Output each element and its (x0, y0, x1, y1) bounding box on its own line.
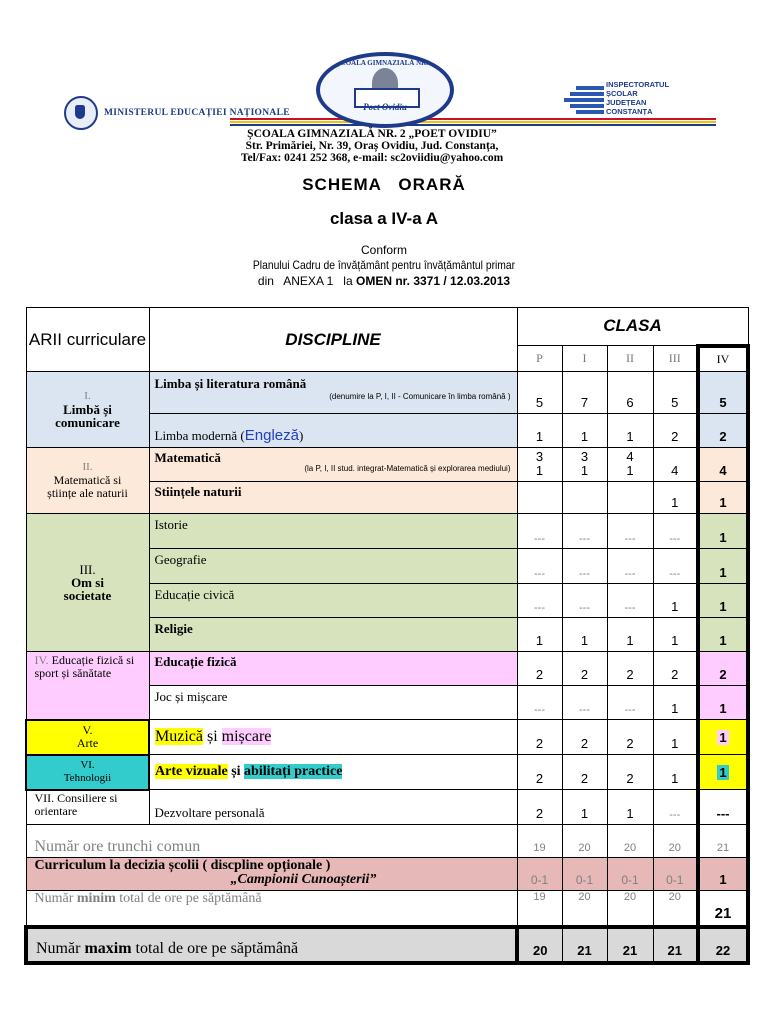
hours-cell-iv: 1 (698, 584, 748, 618)
annex-line (0, 274, 768, 288)
hours-cell: --- (562, 584, 607, 618)
hours-value: 4 (626, 449, 634, 464)
area-number: IV. (34, 653, 49, 667)
hours-cell: --- (517, 686, 562, 720)
discipline-dezvoltare: Dezvoltare personală (149, 790, 517, 825)
isj-line: JUDEȚEAN (606, 98, 647, 107)
hours-cell: --- (653, 790, 698, 825)
area-name: Consiliere si orientare (34, 790, 118, 818)
total-row (26, 825, 748, 858)
hours-cell: 1 (607, 618, 653, 652)
hours-cell-iv (698, 720, 748, 755)
area-number: VII. (34, 790, 55, 805)
hours-cell: 1 (653, 482, 698, 514)
hours-cell: 1 (517, 618, 562, 652)
hours-cell-iv: 2 (698, 652, 748, 686)
school-info (30, 128, 714, 164)
school-name: ȘCOALA GIMNAZIALĂ NR. 2 „POET OVIDIU” (247, 128, 497, 140)
label-part: total de ore pe săptămână (131, 939, 299, 957)
hours-cell-iv: 22 (698, 927, 748, 963)
table-row (26, 372, 748, 414)
hours-cell: --- (562, 549, 607, 584)
hours-value: 1 (719, 764, 727, 780)
header-discipline: DISCIPLINE (149, 308, 517, 372)
hours-cell: --- (653, 514, 698, 549)
discipline-religie: Religie (149, 618, 517, 652)
hours-cell: 20 (607, 891, 653, 927)
hours-cell: --- (517, 584, 562, 618)
hours-cell: 4 (653, 448, 698, 482)
hours-cell: --- (607, 549, 653, 584)
plan-text: Planului Cadru de învățământ pentru învățământul primar (252, 258, 516, 272)
hours-cell: 2 (653, 652, 698, 686)
hours-cell-iv: 1 (698, 858, 748, 891)
hours-cell (562, 448, 607, 482)
area-arte (26, 720, 149, 755)
table-row (26, 720, 748, 755)
area-number: III. (79, 562, 96, 577)
label-emphasis: maxim (84, 939, 132, 957)
annex-order: OMEN nr. 3371 / 12.03.2013 (355, 274, 511, 288)
ministry-name: MINISTERUL EDUCAȚIEI NAȚIONALE (104, 108, 290, 118)
area-number: V. (82, 723, 93, 737)
header-clasa: CLASA (517, 308, 748, 346)
seal-name: Poet Ovidiu (363, 102, 407, 112)
area-name: Om si societate (63, 575, 112, 603)
hours-value: 1 (719, 729, 727, 745)
hours-cell-iv: 5 (698, 372, 748, 414)
hours-cell: 2 (653, 414, 698, 448)
cds-title: Curriculum la decizia școlii ( discpline opționale ) (34, 858, 331, 873)
hours-cell: 20 (562, 825, 607, 858)
area-name: Matematică si științe ale naturii (47, 473, 128, 500)
hours-cell: --- (607, 584, 653, 618)
hours-cell: 1 (653, 618, 698, 652)
discipline-label: Muzică (155, 728, 203, 745)
area-om-societate (26, 514, 149, 652)
hours-cell: 0-1 (607, 858, 653, 891)
hours-cell: 21 (562, 927, 607, 963)
isj-logo (564, 80, 714, 122)
hours-cell-iv: 1 (698, 686, 748, 720)
hours-cell-iv: 1 (698, 549, 748, 584)
hours-value-secondary: 1 (535, 463, 544, 478)
letterhead (30, 52, 714, 164)
hours-cell: 5 (517, 372, 562, 414)
school-contact: Tel/Fax: 0241 252 368, e-mail: sc2oviidiu@yahoo.com (240, 152, 504, 164)
area-name: Educație fizică si sport și sănătate (34, 653, 135, 680)
discipline-istorie: Istorie (149, 514, 517, 549)
hours-cell: --- (562, 686, 607, 720)
area-name: Arte (76, 736, 99, 750)
paren-close: ) (298, 428, 304, 443)
minim-label (26, 891, 517, 927)
hours-cell-iv: 2 (698, 414, 748, 448)
hours-cell: --- (562, 514, 607, 549)
isj-text (606, 80, 669, 116)
table-header-row (26, 308, 748, 346)
hours-cell: 21 (653, 927, 698, 963)
area-number: I. (84, 390, 91, 402)
isj-line: INSPECTORATUL (606, 80, 670, 89)
hours-cell-iv: 1 (698, 514, 748, 549)
hours-cell: 2 (562, 720, 607, 755)
hours-value-secondary: 1 (580, 463, 589, 478)
area-number: II. (82, 461, 93, 473)
hours-cell (607, 482, 653, 514)
hours-cell: 1 (607, 790, 653, 825)
label-part: Număr (36, 939, 85, 957)
area-limba (26, 372, 149, 448)
grade-i: I (562, 346, 607, 372)
table-row (26, 790, 748, 825)
discipline-label: Matematică (154, 450, 221, 465)
hours-cell: 1 (653, 584, 698, 618)
language-name: Engleză (244, 427, 299, 444)
discipline-joc: Joc și mișcare (149, 686, 517, 720)
grade-p: P (517, 346, 562, 372)
hours-cell: 7 (562, 372, 607, 414)
discipline-geografie: Geografie (149, 549, 517, 584)
discipline-educatie-fizica: Educație fizică (149, 652, 517, 686)
hours-cell: 19 (517, 891, 562, 927)
hours-value: 3 (580, 449, 589, 464)
area-educatie-fizica (26, 652, 149, 720)
area-matematica (26, 448, 149, 514)
header-rule-blue (230, 124, 716, 126)
total-row (26, 927, 748, 963)
hours-cell: 2 (607, 652, 653, 686)
discipline-matematica (149, 448, 517, 482)
table-row (26, 448, 748, 482)
hours-cell: 20 (653, 825, 698, 858)
hours-cell: 20 (562, 891, 607, 927)
discipline-label: Limba modernă ( (154, 428, 245, 443)
total-row (26, 891, 748, 927)
hours-cell (607, 448, 653, 482)
hours-cell-iv: 21 (698, 891, 748, 927)
area-name: Tehnologii (63, 772, 112, 784)
hours-cell: 2 (517, 755, 562, 790)
timetable (24, 307, 750, 965)
hours-value: 3 (535, 449, 544, 464)
label-part: Număr (34, 891, 77, 906)
hours-cell: 20 (517, 927, 562, 963)
hours-cell: --- (653, 549, 698, 584)
ministry-crest-icon (64, 96, 98, 130)
page-title: SCHEMA ORARĂ (302, 175, 466, 194)
header-arii: ARII curriculare (26, 308, 149, 372)
seal-arc-text: ȘCOALA GIMNAZIALĂ NR. 2 (336, 59, 434, 67)
hours-cell-iv: 4 (698, 448, 748, 482)
hours-cell: 0-1 (653, 858, 698, 891)
hours-cell: 20 (607, 825, 653, 858)
conjunction: și (202, 728, 222, 745)
isj-bars-icon (564, 86, 604, 118)
hours-cell: --- (517, 549, 562, 584)
discipline-muzica (149, 720, 517, 755)
class-title: clasa a IV-a A (329, 209, 439, 228)
discipline-moderna (149, 414, 517, 448)
table-row (26, 514, 748, 549)
isj-line: ȘCOLAR (606, 89, 638, 98)
hours-cell (517, 448, 562, 482)
discipline-label: mișcare (221, 728, 272, 745)
discipline-romana (149, 372, 517, 414)
hours-cell: 2 (562, 755, 607, 790)
discipline-civica: Educație civică (149, 584, 517, 618)
hours-cell (517, 482, 562, 514)
hours-cell: 21 (607, 927, 653, 963)
conform-text: Conform (360, 243, 407, 257)
hours-cell: 1 (562, 790, 607, 825)
school-seal-logo (316, 52, 454, 128)
hours-cell: 2 (517, 720, 562, 755)
table-row (26, 652, 748, 686)
hours-cell: 2 (517, 790, 562, 825)
annex-prefix: din ANEXA 1 la (257, 274, 353, 288)
discipline-stiinte: Stiințele naturii (149, 482, 517, 514)
discipline-note: (la P, I, II stud. integrat-Matematică și explorarea mediului) (304, 464, 511, 473)
table-row (26, 755, 748, 790)
label-emphasis: minim (76, 891, 116, 906)
area-tehnologii (26, 755, 149, 790)
hours-cell: 0-1 (562, 858, 607, 891)
discipline-label: Arte vizuale (155, 764, 228, 779)
maxim-label (26, 927, 517, 963)
hours-cell: 2 (517, 652, 562, 686)
hours-cell: 2 (607, 720, 653, 755)
area-consiliere (26, 790, 149, 825)
hours-cell: 1 (562, 618, 607, 652)
discipline-label: abilitați practice (244, 764, 343, 779)
hours-cell: 5 (653, 372, 698, 414)
isj-line: CONSTANȚA (606, 107, 653, 116)
grade-ii: II (607, 346, 653, 372)
hours-cell-iv: 21 (698, 825, 748, 858)
grade-iii: III (653, 346, 698, 372)
hours-cell: 1 (562, 414, 607, 448)
cds-optional-name: „Campionii Cunoașterii” (230, 872, 377, 887)
cds-label (26, 858, 517, 891)
trunchi-label: Număr ore trunchi comun (26, 825, 517, 858)
hours-cell: 1 (607, 414, 653, 448)
hours-cell: 1 (653, 720, 698, 755)
grade-iv: IV (698, 346, 748, 372)
hours-cell: 2 (562, 652, 607, 686)
hours-cell: 1 (653, 686, 698, 720)
discipline-label: Limba și literatura română (154, 376, 307, 391)
hours-cell: 20 (653, 891, 698, 927)
hours-value-secondary: 1 (626, 463, 634, 478)
hours-cell: 2 (607, 755, 653, 790)
hours-cell: 1 (653, 755, 698, 790)
hours-cell-iv: --- (698, 790, 748, 825)
hours-cell: 6 (607, 372, 653, 414)
label-part: total de ore pe săptămână (115, 891, 262, 906)
hours-cell: --- (517, 514, 562, 549)
discipline-arte (149, 755, 517, 790)
hours-cell-iv: 1 (698, 482, 748, 514)
area-number: VI. (80, 759, 95, 771)
hours-cell: 1 (517, 414, 562, 448)
conjunction: și (227, 764, 245, 779)
school-address: Str. Primăriei, Nr. 39, Oraș Ovidiu, Jud. Constanța, (245, 140, 499, 152)
hours-cell-iv: 1 (698, 618, 748, 652)
hours-cell (562, 482, 607, 514)
hours-cell: 19 (517, 825, 562, 858)
hours-cell: 0-1 (517, 858, 562, 891)
hours-cell-iv (698, 755, 748, 790)
hours-cell: --- (607, 686, 653, 720)
hours-cell: --- (607, 514, 653, 549)
discipline-note: (denumire la P, I, II - Comunicare în limba română ) (329, 392, 511, 401)
cds-row (26, 858, 748, 891)
area-name: Limbă și comunicare (55, 402, 120, 430)
